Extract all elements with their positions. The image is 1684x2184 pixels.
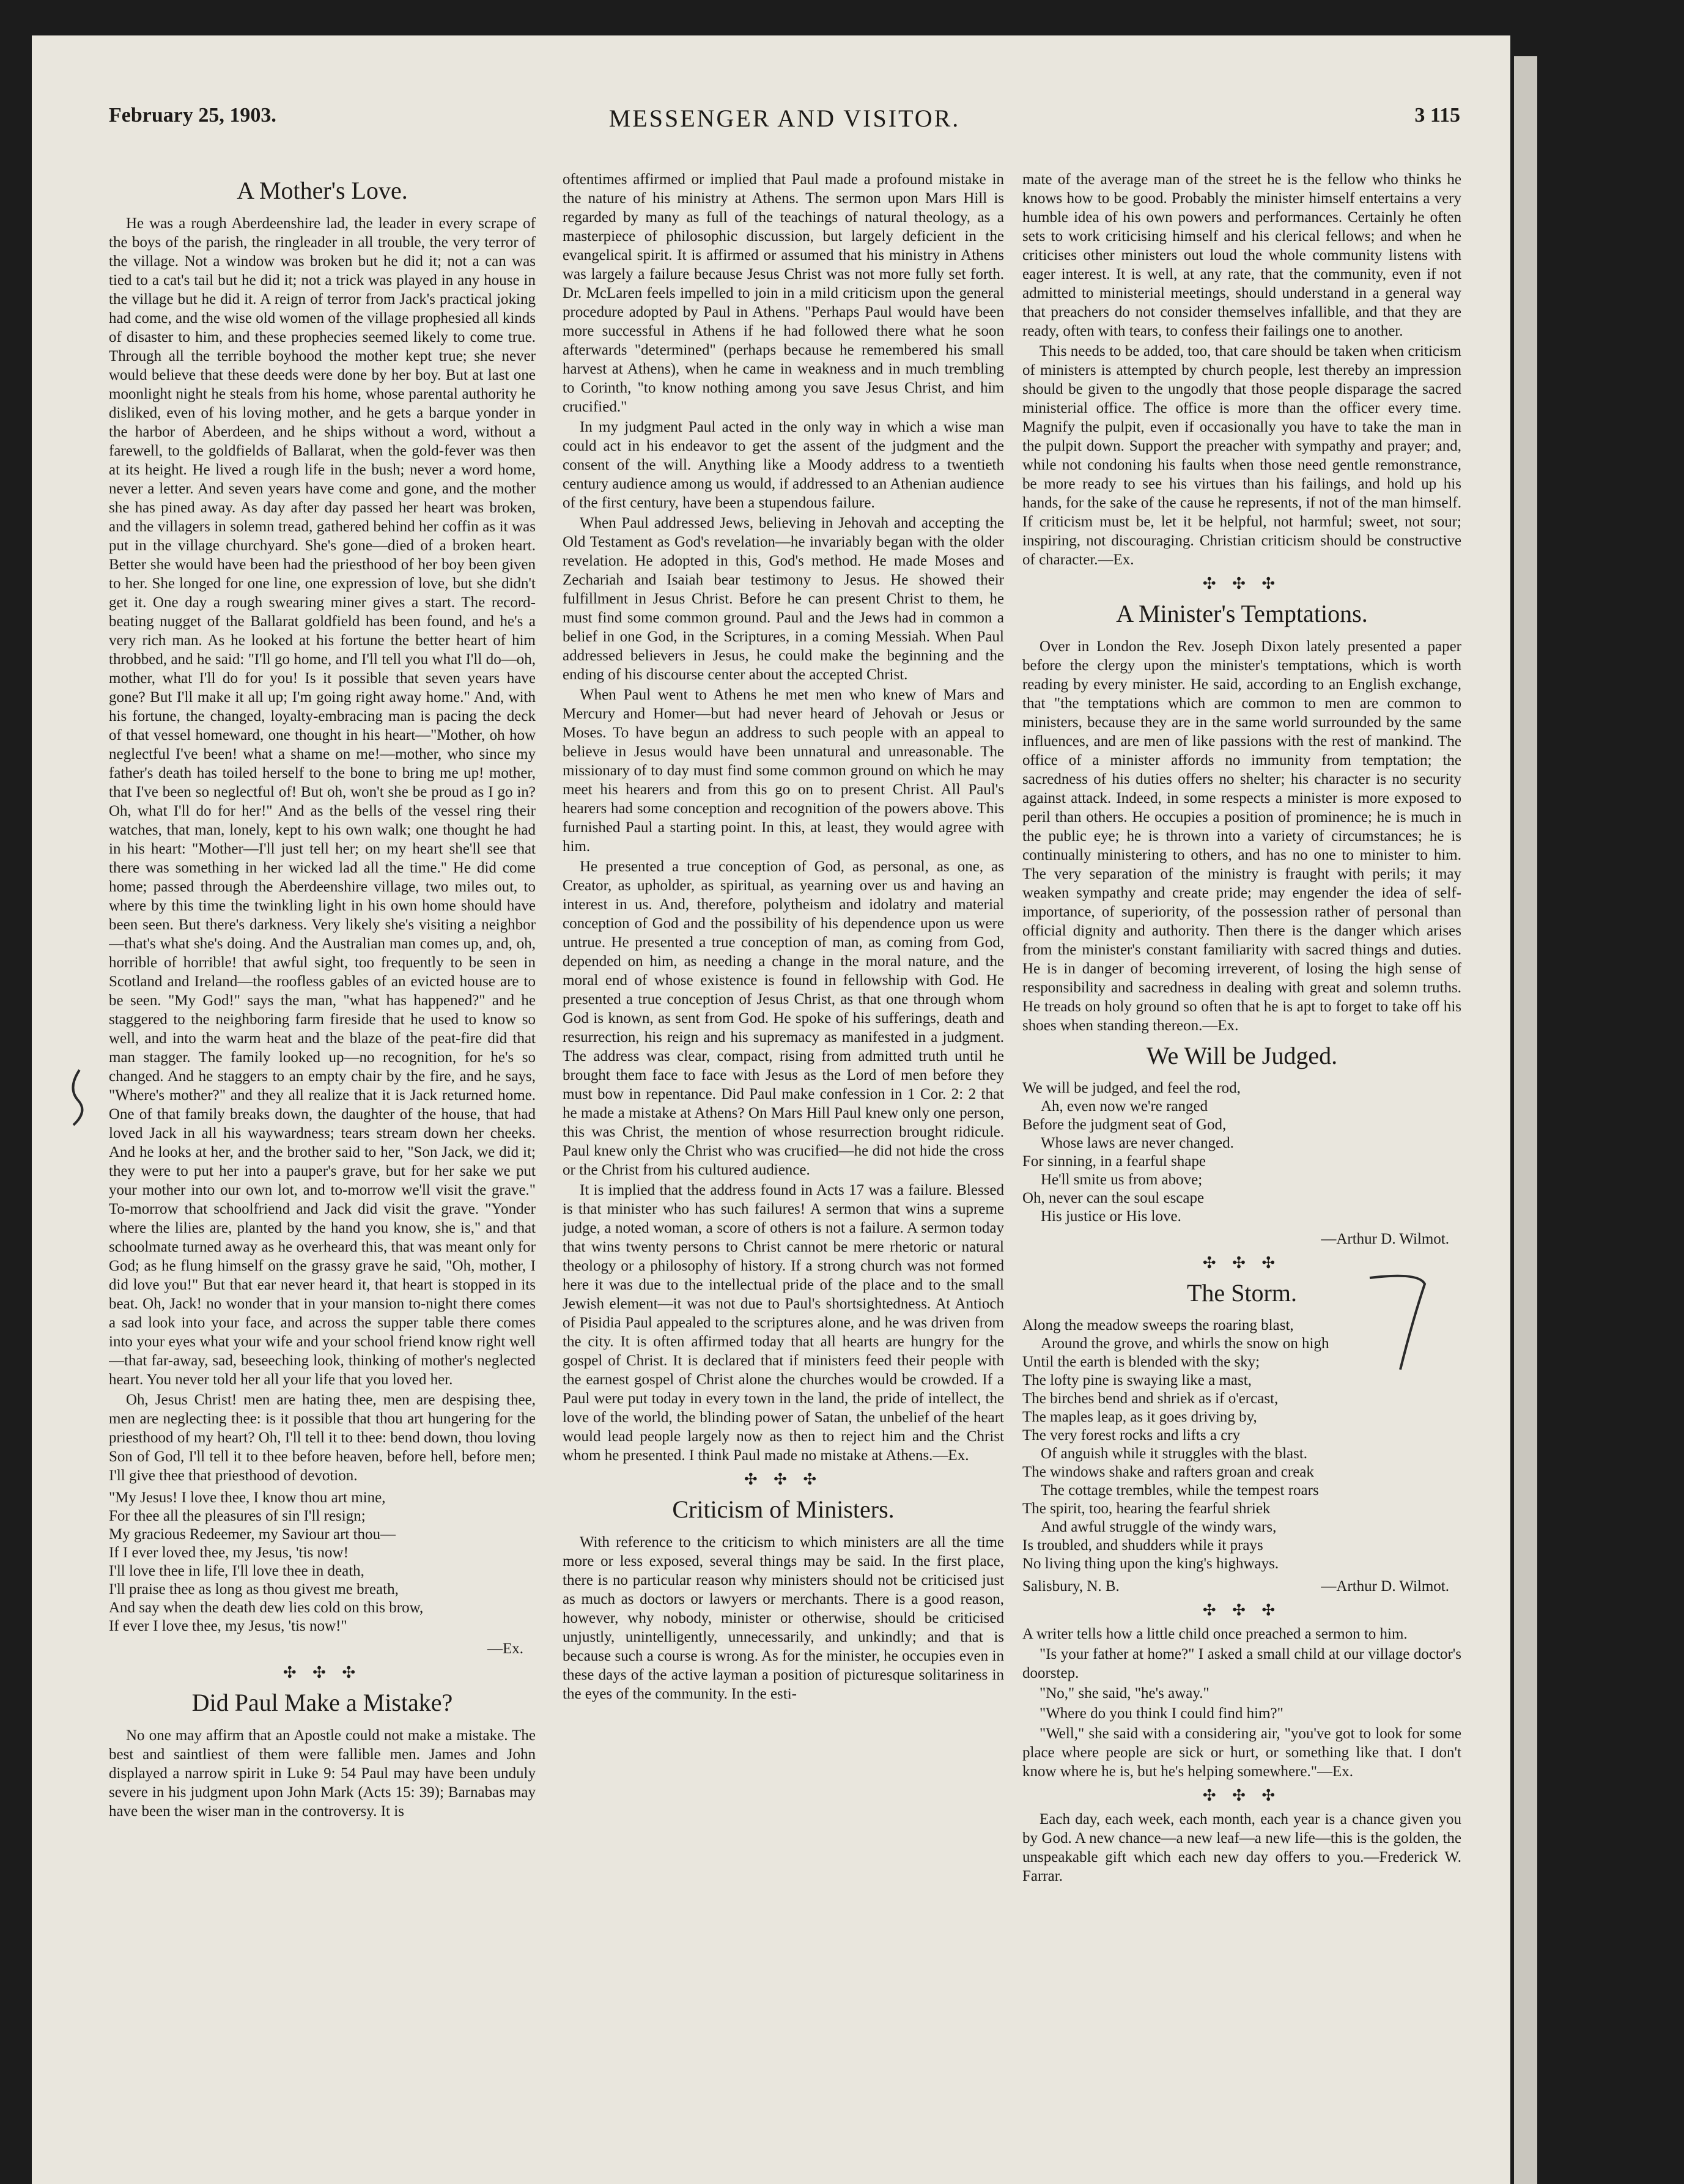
article-paragraph: When Paul went to Athens he met men who knew of Mars and Mercury and Homer—but had never heard of Jehovah or Jesus or Moses. To have begun an address to such people with an appeal to believe in Jesus would have been unnatural and unreasonable. The missionary of to day must find some common ground on which he may meet his hearers and from this go on to present Christ. All Paul's hearers had some conception and recognition of the powers above. This furnished Paul a starting point. In this, at least, they would agree with him. xyxy=(563,687,1004,855)
poem-title-storm: The Storm. xyxy=(1187,1279,1297,1307)
poem-line: Around the grove, and whirls the snow on high xyxy=(1041,1335,1329,1352)
poem-line: I'll love thee in life, I'll love thee in death, xyxy=(109,1563,364,1579)
poem-line: The very forest rocks and lifts a cry xyxy=(1022,1427,1241,1444)
article-title-criticism: Criticism of Ministers. xyxy=(672,1496,895,1523)
page-header xyxy=(109,104,1460,147)
article-paragraph: Over in London the Rev. Joseph Dixon lately presented a paper before the clergy upon the minister's temptations, which is worth reading by every minister. He said, according to an English exchange, that "the temptations which are common to men are common to ministers, because they are in the same world surrounded by the same influences, and are men of like passions with the rest of mankind. The office of a minister affords no immunity from temptation; the sacredness of his duties offers no shelter; his character is no security against attack. Indeed, in some respects a minister is more exposed to peril than others. He occupies a position of prominence; he is much in the public eye; he is thrown into a variety of circumstances; he is continually ministering to others, and has no one to minister to him. The very separation of the ministry is fraught with perils; it may weaken sympathy and create pride; may engender the idea of self-importance, of superiority, of the possession rather of personal than official dignity and authority. Then there is the danger which arises from the minister's constant familiarity with sacred things and duties. He is in danger of becoming irreverent, of losing the high sense of responsibility and sacredness in dealing with great and solemn truths. He treads on holy ground so often that he is apt to forget to take off his shoes when standing thereon.—Ex. xyxy=(1022,638,1461,1034)
poem-line: The lofty pine is swaying like a mast, xyxy=(1022,1372,1252,1389)
article-paragraph: He presented a true conception of God, as personal, as one, as Creator, as upholder, as spiritual, as yearning over us and having an interest in us. And, therefore, polytheism and idolatry and material conception of God and the possibility of his dependence upon us were untrue. He presented a true conception of man, as coming from God, depended on him, as needing a change in the moral nature, and the moral end of whose existence is found in fellowship with God. He presented a true conception of Jesus Christ, as that one through whom God is known, as sent from God. He spoke of his sufferings, death and resurrection, his reign and his supremacy as manifested in a judgment. The address was clear, compact, rising from admitted truth until he brought them face to face with Jesus as the Lord of men before they must bow in repentance. Did Paul make confession in 1 Cor. 2: 2 that he made a mistake at Athens? On Mars Hill Paul knew only one person, this was Christ, the mention of whose resurrection brought ridicule. Paul knew only the Christ who was crucified—he did not hide the cross or the Christ from his cultured audience. xyxy=(563,858,1004,1178)
attribution: —Arthur D. Wilmot. xyxy=(1321,1231,1449,1247)
poem-line: Until the earth is blended with the sky; xyxy=(1022,1354,1260,1370)
poem-line: "My Jesus! I love thee, I know thou art mine, xyxy=(109,1489,386,1506)
section-separator: ✣ ✣ ✣ xyxy=(1202,575,1282,592)
poem-judged xyxy=(1022,1079,1461,1226)
poem-line: For sinning, in a fearful shape xyxy=(1022,1153,1206,1170)
poem-line: The birches bend and shriek as if o'ercast, xyxy=(1022,1390,1279,1407)
article-paragraph: "Well," she said with a considering air, "you've got to look for some place where people are sick or hurt, or something like that. I don't know where he is, but he's helping somewhere."—Ex. xyxy=(1022,1725,1461,1780)
place: Salisbury, N. B. xyxy=(1022,1578,1120,1595)
poem-line: I'll praise thee as long as thou givest me breath, xyxy=(109,1581,399,1598)
attribution: —Ex. xyxy=(487,1640,523,1657)
column-2 xyxy=(563,170,1004,2139)
pencil-mark xyxy=(1364,1272,1437,1382)
article-paragraph: "Where do you think I could find him?" xyxy=(1040,1705,1283,1722)
issue-date: February 25, 1903. xyxy=(109,104,276,127)
poem-line: Of anguish while it struggles with the blast. xyxy=(1041,1445,1308,1462)
poem-line: The maples leap, as it goes driving by, xyxy=(1022,1409,1257,1425)
article-paragraph: Each day, each week, each month, each year is a chance given you by God. A new chance—a new leaf—a new life—this is the golden, the unspeakable gift which each new day offers to you.—Frederick W. Farrar. xyxy=(1022,1811,1461,1884)
column-1 xyxy=(109,170,536,2139)
article-paragraph: Oh, Jesus Christ! men are hating thee, men are despising thee, men are neglecting thee: is it possible that thou art hungering for the priesthood of my heart? Oh, I'll tell it to thee: bend down, thou loving Son of God, I'll tell it to thee before heaven, before hell, before men; I'll give thee that priesthood of devotion. xyxy=(109,1392,536,1484)
attribution: —Arthur D. Wilmot. xyxy=(1321,1578,1449,1595)
poem-line: We will be judged, and feel the rod, xyxy=(1022,1080,1241,1096)
section-separator: ✣ ✣ ✣ xyxy=(1202,1787,1282,1804)
article-paragraph: "No," she said, "he's away." xyxy=(1040,1685,1209,1702)
scan-edge-strip xyxy=(1514,56,1537,2184)
article-paragraph: This needs to be added, too, that care should be taken when criticism of ministers is attempted by church people, lest thereby an impression should be given to the ungodly that those people disparage the sacred ministerial office. The office is more than the officer every time. Magnify the pulpit, even if occasionally you have to take the man in the pulpit down. Support the preacher with sympathy and prayer; and, while not condoning his faults when those need gentle remonstrance, be more ready to see his virtues than his failings, and hold up his hands, for the sake of the cause he represents, if not of the man himself. If criticism must be, let it be helpful, not harmful; sweet, not sour; inspiring, not discouraging. Christian criticism should be constructive of character.—Ex. xyxy=(1022,343,1461,568)
section-separator: ✣ ✣ ✣ xyxy=(1202,1601,1282,1619)
article-paragraph: mate of the average man of the street he is the fellow who thinks he knows how to be good. Probably the minister himself entertains a very humble idea of his own powers and performances. Certainly he often sets to work criticising himself and his clerical fellows; and when he criticises other ministers out loud the whole community listens with eager interest. It is well, at any rate, that the community, even if not admitted to ministerial meetings, should understand in a general way that preachers do not consider themselves infallible, and that they are ready, often with tears, to confess their failings one to another. xyxy=(1022,171,1461,339)
poem-line: And awful struggle of the windy wars, xyxy=(1041,1519,1277,1535)
poem-line: Is troubled, and shudders while it prays xyxy=(1022,1537,1263,1554)
poem-line: If I ever loved thee, my Jesus, 'tis now! xyxy=(109,1544,349,1561)
poem-line: He'll smite us from above; xyxy=(1041,1171,1203,1188)
pencil-mark xyxy=(61,1064,98,1131)
poem-line: For thee all the pleasures of sin I'll resign; xyxy=(109,1508,366,1524)
poem-line: No living thing upon the king's highways. xyxy=(1022,1555,1279,1572)
poem-line: Oh, never can the soul escape xyxy=(1022,1190,1205,1206)
poem-line: His justice or His love. xyxy=(1041,1208,1181,1225)
article-paragraph: It is implied that the address found in Acts 17 was a failure. Blessed is that minister who has such failures! A sermon that wins a supreme judge, a noted woman, a score of others is not a failure. A sermon today that wins twenty persons to Christ cannot be mere rhetoric or natural theology or a philosophy of history. If a strong church was not formed here it was due to the intellectual pride of the place and to the small Jewish element—it was not due to Paul's shortsightedness. At Antioch of Pisidia Paul appealed to the scriptures alone, and he was driven from the city. It is often affirmed today that all hearts are hungry for the gospel of Christ. It is declared that if ministers feed their people with the earnest gospel of Christ alone the churches would be crowded. If a Paul were put today in every town in the land, the pride of intellect, the love of the world, the blinding power of Satan, the unbelief of the heart would lead people largely now as then to reject him and the Christ whom he presented. I think Paul made no mistake at Athens.—Ex. xyxy=(563,1182,1004,1464)
article-paragraph: "Is your father at home?" I asked a small child at our village doctor's doorstep. xyxy=(1022,1646,1461,1681)
page-number: 3 115 xyxy=(1414,104,1460,127)
article-title-mothers-love: A Mother's Love. xyxy=(237,177,408,204)
article-paragraph: A writer tells how a little child once preached a sermon to him. xyxy=(1022,1626,1408,1642)
section-separator: ✣ ✣ ✣ xyxy=(283,1664,362,1681)
poem-line: The cottage trembles, while the tempest roars xyxy=(1041,1482,1319,1499)
section-separator: ✣ ✣ ✣ xyxy=(744,1470,823,1488)
poem-line: And say when the death dew lies cold on this brow, xyxy=(109,1599,424,1616)
article-paragraph: No one may affirm that an Apostle could not make a mistake. The best and saintliest of them were fallible men. James and John displayed a narrow spirit in Luke 9: 54 Paul may have been unduly severe in his judgment upon John Mark (Acts 15: 39); Barnabas may have been the wiser man in the controversy. It is xyxy=(109,1727,536,1820)
poem-line: Along the meadow sweeps the roaring blast, xyxy=(1022,1317,1294,1334)
article-paragraph: When Paul addressed Jews, believing in Jehovah and accepting the Old Testament as God's revelation—he invariably began with the older revelation. He adopted in this, God's method. He made Moses and Zechariah and Isaiah bear testimony to Jesus. He showed their fulfillment in Jesus Christ. Before he can present Christ to them, he must find some common ground. Paul and the Jews had in common a belief in one God, in the Scriptures, in a coming Messiah. When Paul addressed believers in Jesus, he could make the beginning and the ending of his discourse center about the accepted Christ. xyxy=(563,515,1004,683)
article-paragraph: He was a rough Aberdeenshire lad, the leader in every scrape of the boys of the parish, the ringleader in all trouble, the very terror of the village. Not a window was broken but he did it; not a can was tied to a cat's tail but he did it; not a trick was played in any house in the village but he did it. A reign of terror from Jack's practical joking had come, and the wise old women of the village prophesied all kinds of disaster to him, and these prophecies seemed likely to come true. Through all the terrible boyhood the mother kept true; she never would believe that these deeds were done by her boy. But at last one moonlight night he steals from his home, whose parental authority he disliked, even of his loving mother, and he gets a barque yonder in the harbor of Aberdeen, and he ships without a word, without a farewell, to the goldfields of Ballarat, when the gold-fever was then at its height. He lived a rough life in the bush; never a word home, never a letter. And seven years have come and gone, and the mother she has pined away. As day after day passed her heart was broken, and the villagers in solemn tread, gathered behind her coffin as it was put in the village churchyard. She's gone—died of a broken heart. Better she would have been had the priesthood of her boy been given to her. She longed for one line, one expression of love, but she didn't get it. One day a rough swearing miner gives a start. The record-beating nugget of the Ballarat goldfield has been found, and he's a very rich man. As he looked at his fortune the better heart of him throbbed, and he said: "I'll go home, and I'll tell you what I'll do—oh, mother, what I'll do for you! Is it possible that seven years have gone? But I'll make it all up; I'm going right away home." And, with his fortune, the changed, loyalty-embracing man is pacing the deck of that vessel homeward, one thought in his heart—"Mother, oh how neglectful I've been! what a shame on me!—mother, who since my father's death has toiled herself to the bone to bring me up! mother, that I've been so neglectful of! But oh, won't she be proud as I go in? Oh, what I'll do for her!" And as the bells of the vessel ring their watches, that man, lonely, kept to his own walk; one thought he had in his heart: "Mother—I'll just tell her; on my heart she'll see that there was something in her wicked lad all the time." He did come home; passed through the Aberdeenshire village, two miles out, to where by this time the twinkling light in his own home should have been seen. But there's darkness. Very likely she's visiting a neighbor—that's what she's doing. And the Australian man comes up, and, oh, horrible of horrible! that awful sight, too frequently to be seen in Scotland and Ireland—the roofless gables of an evicted house are to be seen. "My God!" says the man, "what has happened?" and he staggered to the neighboring farm fireside that he used to know so well, and into the warm heat and the blaze of the peat-fire did that man stagger. The family looked up—no recognition, for he's so changed. And he staggers to an empty chair by the fire, and he says, "Where's mother?" and they all realize that it is Jack returned home. One of that family breaks down, the daughter of the house, that had loved Jack in all his waywardness; tears stream down her cheeks. And he looks at her, and the brother said to her, "Son Jack, we did it; they were to put her into a pauper's grave, but for her sake we put your mother into our own lot, and to-morrow we'll visit the grave." To-morrow that schoolfriend and Jack did visit the grave. "Yonder where the lilies are, planted by the hand you know, she is," and that schoolmate turned away as he overheard this, that was meant only for God; as he flung himself on the grassy grave he said, "Oh, mother, I did love you!" But that ear never heard it, that heart is stopped in its beat. Oh, Jack! no wonder that in your mansion to-night there comes a sad look into your face, and across the supper table there comes into your eyes what your wife and your school friend know right well—that far-away, sad, beseeching look, thinking of mother's neglected heart. You never told her all your life that you loved her. xyxy=(109,215,536,1388)
poem-line: Whose laws are never changed. xyxy=(1041,1135,1234,1151)
poem-line: Ah, even now we're ranged xyxy=(1041,1098,1208,1115)
poem-line: Before the judgment seat of God, xyxy=(1022,1116,1227,1133)
article-title-temptations: A Minister's Temptations. xyxy=(1116,600,1368,627)
hymn-verse xyxy=(109,1489,536,1636)
poem-title-judged: We Will be Judged. xyxy=(1146,1042,1338,1069)
storm-signoff xyxy=(1022,1577,1449,1596)
article-paragraph: In my judgment Paul acted in the only way in which a wise man could act in his endeavor to get the assent of the judgment and the consent of the will. Anything like a Moody address to a twentieth century audience among us would, if addressed to an Athenian audience of the first century, have been a stupendous failure. xyxy=(563,419,1004,511)
poem-line: The spirit, too, hearing the fearful shriek xyxy=(1022,1500,1271,1517)
column-3 xyxy=(1022,170,1461,2139)
poem-line: The windows shake and rafters groan and creak xyxy=(1022,1464,1314,1480)
masthead: MESSENGER AND VISITOR. xyxy=(608,105,961,132)
section-separator: ✣ ✣ ✣ xyxy=(1202,1254,1282,1272)
article-title-paul-mistake: Did Paul Make a Mistake? xyxy=(191,1689,453,1716)
poem-line: If ever I love thee, my Jesus, 'tis now!" xyxy=(109,1618,347,1634)
article-paragraph: With reference to the criticism to which ministers are all the time more or less exposed, several things may be said. In the first place, there is no particular reason why ministers should not be criticised just as much as doctors or lawyers or merchants. There is a good reason, however, why nobody, minister or otherwise, should be criticised unjustly, unintelligently, unnecessarily, and unkindly; and that is because such a course is wrong. As for the minister, he occupies even in these days of the active layman a position of picturesque solitariness in the eyes of the community. In the esti- xyxy=(563,1534,1004,1702)
article-paragraph: oftentimes affirmed or implied that Paul made a profound mistake in the nature of his ministry at Athens. The sermon upon Mars Hill is regarded by many as full of the teachings of natural theology, as a masterpiece of philosophic discussion, but largely deficient in the evangelical spirit. It is affirmed or assumed that his ministry in Athens was largely a failure because Jesus Christ was not more fully set forth. Dr. McLaren feels impelled to join in a mild criticism upon the general procedure adopted by Paul in Athens. "Perhaps Paul would have been more successful in Athens if he had followed there what he soon afterwards "determined" (perhaps because he remembered his small harvest at Athens), when he came in weakness and in much trembling to Corinth, "to know nothing among you save Jesus Christ, and him crucified." xyxy=(563,171,1004,415)
poem-line: My gracious Redeemer, my Saviour art thou— xyxy=(109,1526,396,1543)
